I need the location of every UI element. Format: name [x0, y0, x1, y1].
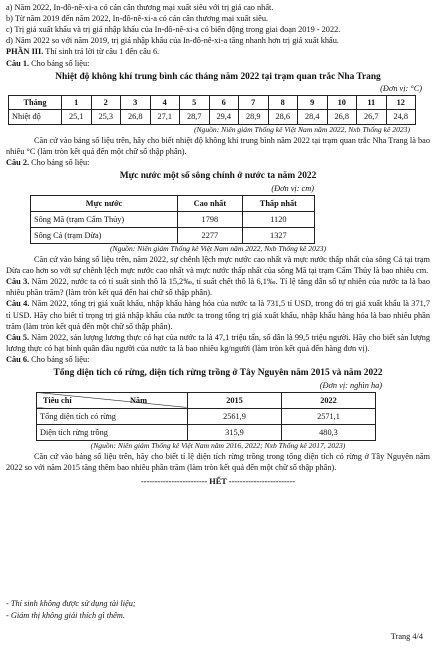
q2-label: Câu 2. — [6, 157, 30, 167]
q1-intro — [6, 58, 430, 69]
q1-unit: (Đơn vị: °C) — [380, 84, 422, 94]
q2-high: 1798 — [178, 211, 243, 227]
q6-intro — [6, 354, 430, 365]
table-row — [31, 211, 315, 227]
q6-text: Căn cứ vào bảng số liệu trên, hãy cho biết tỉ lệ diện tích rừng trồng trong tổng diện tích có rừng ở Tây Nguyên năm 2022 so với năm 2015 tăng thêm bao nhiêu phần trăm (làm tròn kết quả đến một chữ số thập phân). — [6, 451, 430, 473]
q3-label: Câu 3. — [6, 277, 30, 287]
q2-intro — [6, 157, 430, 168]
q4 — [6, 298, 430, 331]
q1-temp: 26,8 — [121, 110, 151, 124]
option-d: d) Năm 2022 so với năm 2019, trị giá nhập khẩu của In-đô-nê-xi-a tăng nhanh hơn trị giá xuất khẩu. — [6, 36, 339, 46]
q1-temperature-table — [8, 95, 416, 124]
q2-header-row — [31, 195, 315, 211]
q6-value-2022: 2571,1 — [282, 408, 376, 424]
table-row — [37, 424, 376, 440]
q1-month: 3 — [121, 96, 151, 110]
q1-prompt: Cho bảng số liệu: — [29, 58, 90, 68]
q2-river-name: Sông Mã (trạm Cẩm Thủy) — [31, 211, 178, 227]
q5-text: Năm 2022, sản lượng lương thực có hạt của nước ta là 47,1 triệu tấn, số dân là 99,5 triệu người. Hãy cho biết sản lượng lương thực có hạt bình quân đầu người của nước ta là bao nhiêu kg/người (làm tròn kết quả đến hàng đơn vị). — [6, 332, 430, 353]
q2-header: Cao nhất — [178, 195, 243, 211]
q6-label: Câu 6. — [6, 354, 30, 364]
q2-source: (Nguồn: Niên giám Thống kê Việt Nam năm 2022, Nxb Thống kê 2023) — [109, 243, 327, 253]
q2-low: 1327 — [242, 227, 314, 243]
q2-text: Căn cứ vào bảng số liệu trên, năm 2022, sự chênh lệch mực nước cao nhất và mực nước thấp nhất của sông Cả tại trạm Dừa cao hơn so với sự chênh lệch mực nước cao nhất và mực nước thấp nhất của sông Mã tại trạm Cẩm Thủy là bao nhiêu cm. — [6, 254, 430, 276]
q4-text: Năm 2022, tổng trị giá xuất khẩu, nhập khẩu hàng hóa của nước ta là 731,5 tỉ USD, trong đó trị giá xuất khẩu là 371,7 tỉ USD. Hãy cho biết tỉ trọng trị giá nhập khẩu của nước ta trong tổng trị giá xuất khẩu, nhập khẩu hàng hóa là bao nhiêu phần trăm (làm tròn kết quả đến một chữ số thập phân). — [6, 299, 430, 331]
q1-temp: 26,8 — [327, 110, 357, 124]
q6-corner-top: Năm — [129, 395, 147, 405]
q1-temp: 24,8 — [386, 110, 416, 124]
q3-text: Năm 2022, nước ta có tỉ suất sinh thô là 15,2‰, tỉ suất chết thô là 6,1‰. Tỉ lệ tăng dân số tự nhiên của nước ta là bao nhiêu phần trăm? (làm tròn kết quả đến hai chữ số thập phân). — [6, 277, 430, 298]
exam-notes — [6, 598, 136, 621]
q2-river-name: Sông Cả (trạm Dừa) — [31, 227, 178, 243]
q6-header-row — [37, 392, 376, 408]
q5 — [6, 332, 430, 354]
option-b: b) Từ năm 2019 đến năm 2022, In-đô-nê-xi-a có cán cân thương mại xuất siêu. — [6, 14, 269, 24]
q6-value-2015: 2561,9 — [188, 408, 282, 424]
q6-forest-table — [36, 392, 376, 441]
q4-label: Câu 4. — [6, 299, 30, 309]
q1-month: 1 — [62, 96, 92, 110]
end-marker: ------------------------ HẾT ------------------------ — [140, 477, 296, 487]
q1-header-row — [9, 96, 416, 110]
q6-criteria: Tổng diện tích có rừng — [37, 408, 188, 424]
q1-data-row — [9, 110, 416, 124]
q6-prompt: Cho bảng số liệu: — [29, 354, 90, 364]
q6-corner-bottom: Tiêu chí — [43, 395, 72, 405]
q1-month: 12 — [386, 96, 416, 110]
q2-water-level-table — [30, 195, 315, 244]
q2-unit: (Đơn vị: cm) — [271, 183, 314, 193]
q1-temp: 28,6 — [268, 110, 298, 124]
part-3-heading: PHẦN III. — [6, 47, 44, 57]
q2-high: 2277 — [178, 227, 243, 243]
q1-temp: 28,7 — [180, 110, 210, 124]
q6-value-2022: 480,3 — [282, 424, 376, 440]
q1-temp: 27,1 — [150, 110, 180, 124]
q1-month: 2 — [91, 96, 121, 110]
q6-unit: (Đơn vị: nghìn ha) — [319, 380, 382, 390]
q2-header: Thấp nhất — [242, 195, 314, 211]
q6-source: (Nguồn: Niên giám Thống kê Việt Nam năm 2016, 2022; Nxb Thống kê 2017, 2023) — [90, 440, 346, 450]
part-3-instruction: Thí sinh trả lời từ câu 1 đến câu 6. — [43, 47, 160, 57]
q1-text: Căn cứ vào bảng số liệu trên, hãy cho biết nhiệt độ không khí trung bình năm 2022 tại trạm quan trắc Nha Trang là bao nhiêu °C (làm tròn kết quả đến một chữ số thập phân). — [6, 135, 430, 156]
q6-year: 2015 — [188, 392, 282, 408]
note: - Thí sinh không được sử dụng tài liệu; — [6, 599, 136, 608]
q1-temp: 29,4 — [209, 110, 239, 124]
q1-row-label: Nhiệt độ — [9, 110, 62, 124]
note: - Giám thị không giải thích gì thêm. — [6, 610, 125, 620]
q6-criteria: Diện tích rừng trồng — [37, 424, 188, 440]
q1-month: 4 — [150, 96, 180, 110]
q1-table-title: Nhiệt độ không khí trung bình các tháng năm 2022 tại trạm quan trắc Nha Trang — [55, 71, 381, 82]
q1-month: 8 — [268, 96, 298, 110]
option-a: a) Năm 2022, In-đô-nê-xi-a có cán cân thương mại xuất siêu với trị giá cao nhất. — [6, 3, 274, 12]
q1-month: 9 — [298, 96, 328, 110]
page-number: Trang 4/4 — [390, 632, 423, 641]
q6-value-2015: 315,9 — [188, 424, 282, 440]
q3 — [6, 276, 430, 298]
exam-page — [6, 2, 430, 487]
q1-month: 6 — [209, 96, 239, 110]
table-row — [37, 408, 376, 424]
q1-month: 7 — [239, 96, 269, 110]
q6-table-title: Tổng diện tích có rừng, diện tích rừng trồng ở Tây Nguyên năm 2015 và năm 2022 — [53, 368, 383, 379]
q1-month: 5 — [180, 96, 210, 110]
q1-temp: 25,3 — [91, 110, 121, 124]
q1-temp: 28,9 — [239, 110, 269, 124]
q2-table-title: Mực nước một số sông chính ở nước ta năm 2022 — [119, 171, 317, 182]
q1-temp: 25,1 — [62, 110, 92, 124]
q1-source: (Nguồn: Niên giám Thống kê Việt Nam năm 2022, Nxb Thống kê 2023) — [193, 124, 410, 134]
table-row — [31, 227, 315, 243]
q2-header: Mực nước — [31, 195, 178, 211]
q1-label: Câu 1. — [6, 58, 30, 68]
option-c: c) Trị giá xuất khẩu và trị giá nhập khẩu của In-đô-nê-xi-a có biến động trong giai đoạn 2019 - 2022. — [6, 25, 341, 35]
q5-label: Câu 5. — [6, 332, 30, 342]
q2-prompt: Cho bảng số liệu: — [29, 157, 90, 167]
q2-low: 1120 — [242, 211, 314, 227]
q1-temp: 26,7 — [357, 110, 387, 124]
q6-year: 2022 — [282, 392, 376, 408]
part-3-intro — [6, 46, 430, 57]
q1-header-label: Tháng — [9, 96, 62, 110]
q1-month: 10 — [327, 96, 357, 110]
q1-month: 11 — [357, 96, 387, 110]
q6-corner-cell — [37, 392, 188, 408]
q1-temp: 28,4 — [298, 110, 328, 124]
